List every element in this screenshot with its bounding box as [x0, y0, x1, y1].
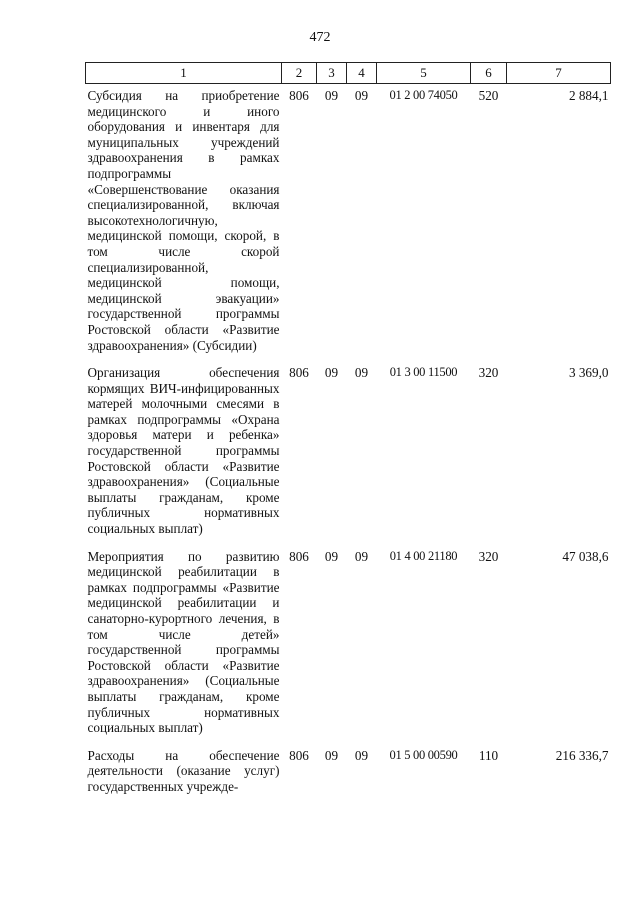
target-article-code: 01 4 00 21180: [389, 548, 458, 563]
subsection-code: 09: [354, 548, 369, 564]
section-code: 09: [324, 365, 339, 381]
column-header: 1: [86, 63, 282, 84]
column-header: 3: [317, 63, 347, 84]
ministry-code: 806: [289, 88, 309, 103]
table-row: [86, 84, 611, 362]
section-code: 09: [324, 747, 339, 763]
expense-type-code: 110: [478, 747, 499, 763]
amount: 3 369,0: [568, 365, 609, 381]
table-row: [86, 744, 611, 803]
page-number: 472: [309, 30, 331, 45]
target-article-code: 01 5 00 00590: [389, 747, 458, 762]
ministry-code: 806: [289, 365, 309, 381]
amount: 216 336,7: [555, 747, 609, 763]
expense-type-code: 320: [478, 365, 499, 381]
ministry-code: 806: [289, 548, 309, 564]
column-header: 7: [507, 63, 611, 84]
expense-type-code: 520: [478, 88, 499, 103]
row-description: Субсидия на приобретение медицинского и иного оборудования и инвентаря для муниципальных учреждений здравоохранения в рамках подпрограммы «Совершенствование оказания специализированной, включая высокотехнологичную, медицинской помощи, скорой, в том числе скорой специализированной, медицинской помощи, медицинской эвакуации» государственной программы Ростовской области «Развитие здравоохранения» (Субсидии): [87, 88, 280, 353]
section-code: 09: [324, 548, 339, 564]
section-code: 09: [324, 88, 339, 103]
amount: 47 038,6: [562, 548, 609, 564]
column-header: 4: [347, 63, 377, 84]
ministry-code: 806: [289, 747, 309, 763]
row-description: Организация обеспечения кормящих ВИЧ-инфицированных матерей молочными смесями в рамках подпрограммы «Охрана здоровья матери и ребенка» государственной программы Ростовской области «Развитие здравоохранения» (Социальные выплаты гражданам, кроме публичных нормативных социальных выплат): [87, 365, 280, 537]
column-header: 2: [282, 63, 317, 84]
row-description: Расходы на обеспечение деятельности (оказание услуг) государственных учрежде-: [87, 747, 280, 794]
subsection-code: 09: [354, 747, 369, 763]
subsection-code: 09: [354, 365, 369, 381]
amount: 2 884,1: [568, 88, 609, 103]
row-description: Мероприятия по развитию медицинской реабилитации в рамках подпрограммы «Развитие медицинской реабилитации и санаторно-курортного лечения, в том числе детей» государственной программы Ростовской области «Развитие здравоохранения» (Социальные выплаты гражданам, кроме публичных нормативных социальных выплат): [87, 548, 280, 736]
table-row: [86, 545, 611, 744]
column-header: 6: [471, 63, 507, 84]
expense-type-code: 320: [478, 548, 499, 564]
subsection-code: 09: [354, 88, 369, 103]
table-header-row: [86, 63, 611, 84]
target-article-code: 01 3 00 11500: [389, 365, 458, 380]
table-row: [86, 361, 611, 545]
column-header: 5: [377, 63, 471, 84]
target-article-code: 01 2 00 74050: [389, 88, 458, 102]
budget-table: [85, 62, 611, 803]
